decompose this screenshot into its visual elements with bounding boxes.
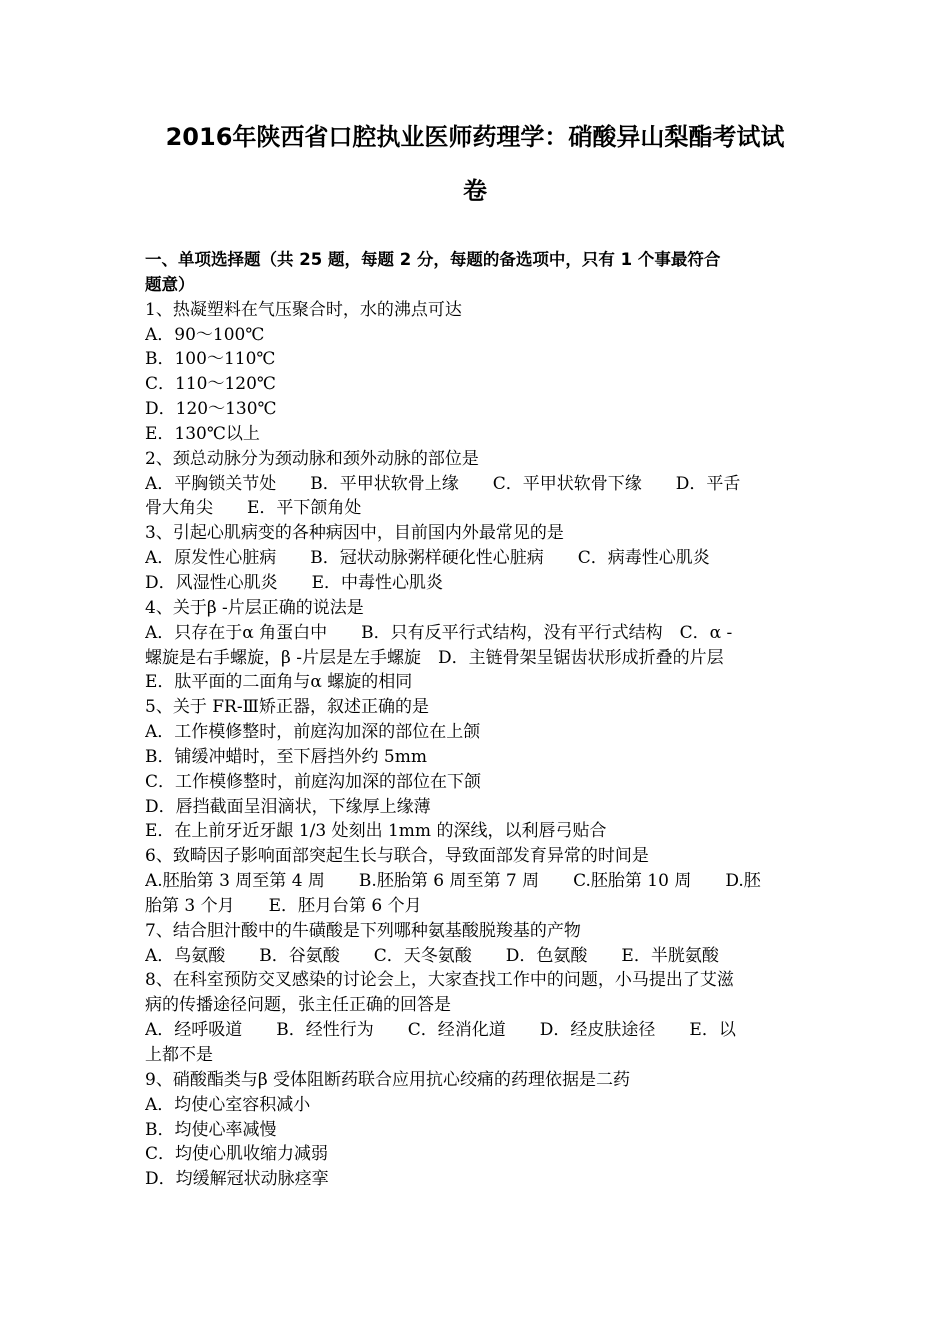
document-title-line-2: 卷 [463, 177, 487, 205]
text-line: E．肽平面的二面角与α 螺旋的相同 [145, 672, 413, 693]
text-line: A．只存在于α 角蛋白中 B．只有反平行式结构，没有平行式结构 C．α - [145, 622, 733, 643]
text-line: 骨大角尖 E．平下颌角处 [145, 498, 362, 519]
text-line: 8、在科室预防交叉感染的讨论会上，大家查找工作中的问题，小马提出了艾滋 [145, 970, 734, 991]
section-heading-line-2: 题意） [145, 274, 195, 294]
text-line: B．铺缓冲蜡时，至下唇挡外约 5mm [145, 746, 427, 767]
text-line: A．原发性心脏病 B．冠状动脉粥样硬化性心脏病 C．病毒性心肌炎 [145, 548, 710, 569]
text-line: 1、热凝塑料在气压聚合时，水的沸点可达 [145, 299, 462, 320]
text-line: 2、颈总动脉分为颈动脉和颈外动脉的部位是 [145, 448, 479, 469]
document-title-line-1: 2016年陕西省口腔执业医师药理学：硝酸异山梨酯考试试 [165, 123, 785, 151]
section-heading-line-1: 一、单项选择题（共 25 题，每题 2 分，每题的备选项中，只有 1 个事最符合 [145, 250, 721, 269]
text-line: 螺旋是右手螺旋，β -片层是左手螺旋 D．主链骨架呈锯齿状形成折叠的片层 [145, 647, 724, 668]
text-line: 7、结合胆汁酸中的牛磺酸是下列哪种氨基酸脱羧基的产物 [145, 920, 581, 941]
text-line: A．鸟氨酸 B．谷氨酸 C．天冬氨酸 D．色氨酸 E．半胱氨酸 [145, 945, 719, 966]
text-line: A.胚胎第 3 周至第 4 周 B.胚胎第 6 周至第 7 周 C.胚胎第 10 周 D.胚 [145, 871, 761, 892]
text-line: D．120～130℃ [145, 399, 277, 420]
text-line: B．100～110℃ [145, 349, 276, 370]
text-line: 9、硝酸酯类与β 受体阻断药联合应用抗心绞痛的药理依据是二药 [145, 1069, 631, 1090]
text-line: 6、致畸因子影响面部突起生长与联合，导致面部发育异常的时间是 [145, 846, 649, 867]
text-line: B．均使心率减慢 [145, 1119, 277, 1140]
text-line: A．工作模修整时，前庭沟加深的部位在上颌 [145, 722, 481, 743]
text-line: 胎第 3 个月 E．胚月台第 6 个月 [145, 895, 422, 916]
text-line: D．风湿性心肌炎 E．中毒性心肌炎 [145, 572, 444, 593]
text-line: D．唇挡截面呈泪滴状，下缘厚上缘薄 [145, 796, 431, 817]
text-line: E．在上前牙近牙龈 1/3 处刻出 1mm 的深线，以利唇弓贴合 [145, 821, 607, 842]
text-line: A．经呼吸道 B．经性行为 C．经消化道 D．经皮肤途径 E．以 [145, 1020, 736, 1041]
text-line: C．110～120℃ [145, 374, 276, 395]
text-line: C．均使心肌收缩力减弱 [145, 1144, 329, 1165]
text-line: E．130℃以上 [145, 423, 260, 444]
text-line: A．90～100℃ [145, 324, 265, 345]
text-line: A．均使心室容积减小 [145, 1094, 311, 1115]
text-line: 3、引起心肌病变的各种病因中，目前国内外最常见的是 [145, 523, 564, 544]
text-line: 5、关于 FR-Ⅲ矫正器，叙述正确的是 [145, 697, 429, 718]
text-line: 病的传播途径问题，张主任正确的回答是 [145, 995, 451, 1016]
text-line: C．工作模修整时，前庭沟加深的部位在下颌 [145, 771, 482, 792]
text-line: 4、关于β -片层正确的说法是 [145, 597, 364, 618]
text-line: A．平胸锁关节处 B．平甲状软骨上缘 C．平甲状软骨下缘 D．平舌 [145, 473, 741, 494]
text-line: D．均缓解冠状动脉痉挛 [145, 1169, 329, 1190]
text-line: 上都不是 [145, 1045, 213, 1065]
document-body [145, 248, 808, 1192]
